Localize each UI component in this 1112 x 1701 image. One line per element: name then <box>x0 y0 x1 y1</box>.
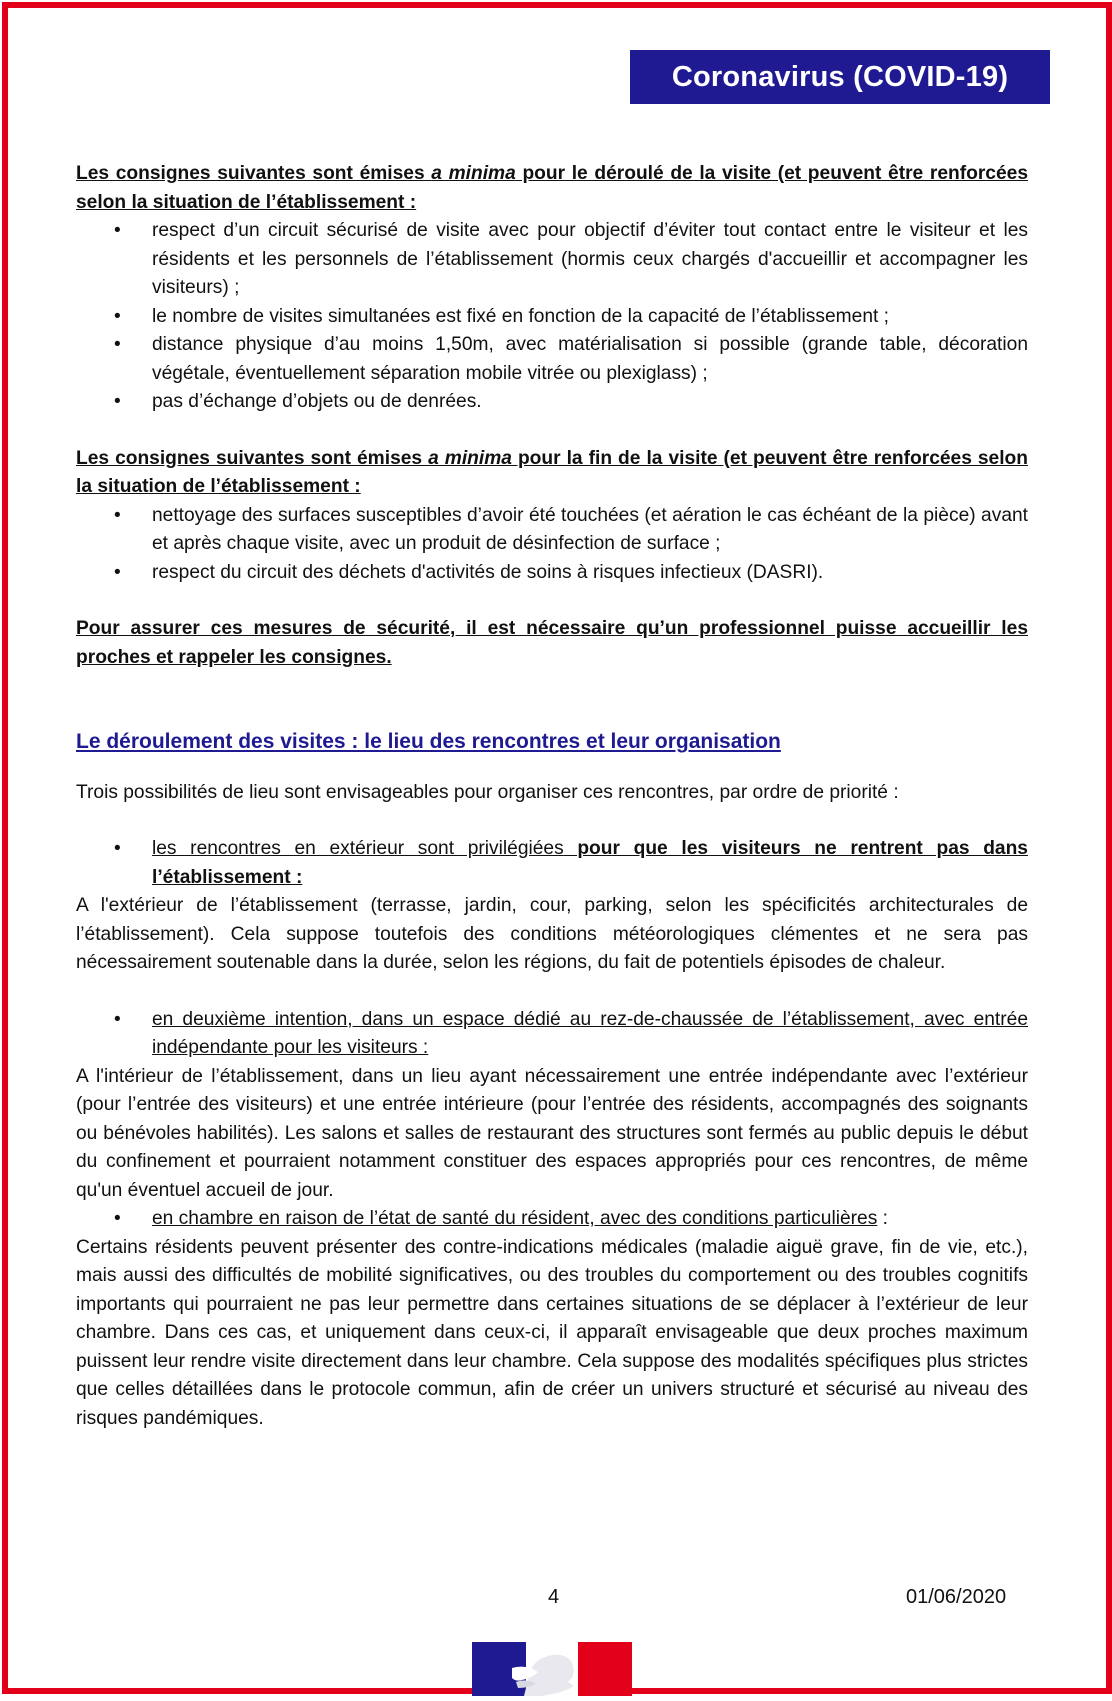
bullet-icon: • <box>114 838 121 859</box>
option1-list <box>76 835 1028 892</box>
list-item: • pas d’échange d’objets ou de denrées. <box>76 388 1028 417</box>
section2-intro <box>76 445 1028 502</box>
security-note: Pour assurer ces mesures de sécurité, il est nécessaire qu’un professionnel puisse accueillir les proches et rappeler les consignes. <box>76 618 1028 668</box>
option3-text: Certains résidents peuvent présenter des contre-indications médicales (maladie aiguë grave, fin de vie, etc.), mais aussi des difficultés de mobilité significatives, ou des troubles du comportement ou des troubles cognitifs importants qui pourraient ne pas leur permettre dans certaines situations de se déplacer à l’extérieur de leur chambre. Dans ces cas, et uniquement dans ceux-ci, il apparaît envisageable que deux proches maximum puissent leur rendre visite directement dans leur chambre. Cela suppose des modalités spécifiques plus strictes que celles détaillées dans le protocole commun, afin de créer un univers structuré et sécurisé au niveau des risques pandémiques. <box>76 1236 1028 1429</box>
list-item <box>76 835 1028 892</box>
section-title: Le déroulement des visites : le lieu des rencontres et leur organisation <box>76 730 781 753</box>
section1-intro <box>76 160 1028 217</box>
section2-list <box>76 502 1028 588</box>
section4-intro: Trois possibilités de lieu sont envisageables pour organiser ces rencontres, par ordre de priorité : <box>76 781 899 803</box>
section1-intro-em: a minima <box>431 163 516 184</box>
document-body <box>76 160 1028 1433</box>
section2-intro-part1: Les consignes suivantes sont émises <box>76 447 429 469</box>
bullet-icon: • <box>114 1008 121 1030</box>
option3-label: en chambre en raison de l’état de santé du résident, avec des conditions particulières <box>152 1208 878 1229</box>
bullet-icon: • <box>114 305 121 327</box>
list-item: • le nombre de visites simultanées est fixé en fonction de la capacité de l’établissement ; <box>76 303 1028 332</box>
list-item <box>76 1006 1028 1063</box>
option3-colon: : <box>877 1208 888 1229</box>
section2-intro-part2: pour la fin de la visite (et peuvent être renforcées selon la situation de l’établissement : <box>76 447 1028 497</box>
bullet-icon: • <box>114 334 121 355</box>
footer-date: 01/06/2020 <box>906 1586 1007 1608</box>
marianne-logo-icon <box>472 1638 632 1696</box>
list-item: • distance physique d’au moins 1,50m, avec matérialisation si possible (grande table, décoration végétale, éventuellement séparation mobile vitrée ou plexiglass) ; <box>76 331 1028 388</box>
page-number: 4 <box>548 1586 560 1608</box>
section2-intro-em: a minima <box>428 447 512 469</box>
bullet-icon: • <box>114 504 121 526</box>
list-item: • nettoyage des surfaces susceptibles d’avoir été touchées (et aération le cas échéant de la pièce) avant et après chaque visite, avec un produit de désinfection de surface ; <box>76 502 1028 559</box>
covid-banner <box>630 50 1050 104</box>
banner-title: Coronavirus (COVID-19) <box>671 60 1009 93</box>
bullet-icon: • <box>114 561 121 583</box>
option1-label-bold: pour que les visiteurs ne rentrent pas dans l’établissement : <box>152 838 1028 888</box>
option2-text: A l'intérieur de l’établissement, dans un lieu ayant nécessairement une entrée indépendante avec l’extérieur (pour l’entrée des visiteurs) et une entrée intérieure (pour l’entrée des résidents, accompagnés des soignants ou bénévoles habilités). Les salons et salles de restaurant des structures sont fermés au public depuis le début du confinement et pourraient notamment constituer des espaces appropriés pour ces rencontres, de même qu'un éventuel accueil de jour. <box>76 1065 1028 1201</box>
list-item: • respect du circuit des déchets d'activités de soins à risques infectieux (DASRI). <box>76 559 1028 588</box>
option2-list <box>76 1006 1028 1063</box>
option1-text: A l'extérieur de l’établissement (terrasse, jardin, cour, parking, selon les spécificités architecturales de l’établissement). Cela suppose toutefois des conditions météorologiques clémentes et ne sera pas nécessairement soutenable dans la durée, selon les régions, du fait de potentiels épisodes de chaleur. <box>76 895 1028 973</box>
bullet-icon: • <box>114 1208 121 1229</box>
option1-label: les rencontres en extérieur sont privilégiées <box>152 838 564 859</box>
section1-intro-part1: Les consignes suivantes sont émises <box>76 163 432 184</box>
list-item <box>76 1205 1028 1234</box>
list-item: • respect d’un circuit sécurisé de visite avec pour objectif d’éviter tout contact entre le visiteur et les résidents et les personnels de l’établissement (hormis ceux chargés d'accueillir et accompagner les visiteurs) ; <box>76 217 1028 303</box>
section1-list <box>76 217 1028 417</box>
bullet-icon: • <box>114 391 121 412</box>
option2-label: en deuxième intention, dans un espace dédié au rez-de-chaussée de l’établissement, avec entrée indépendante pour les visiteurs : <box>152 1008 1028 1058</box>
option3-list <box>76 1205 1028 1234</box>
bullet-icon: • <box>114 220 121 241</box>
section1-intro-part2: pour le déroulé de la visite (et peuvent être renforcées selon la situation de l’établissement : <box>76 163 1028 213</box>
